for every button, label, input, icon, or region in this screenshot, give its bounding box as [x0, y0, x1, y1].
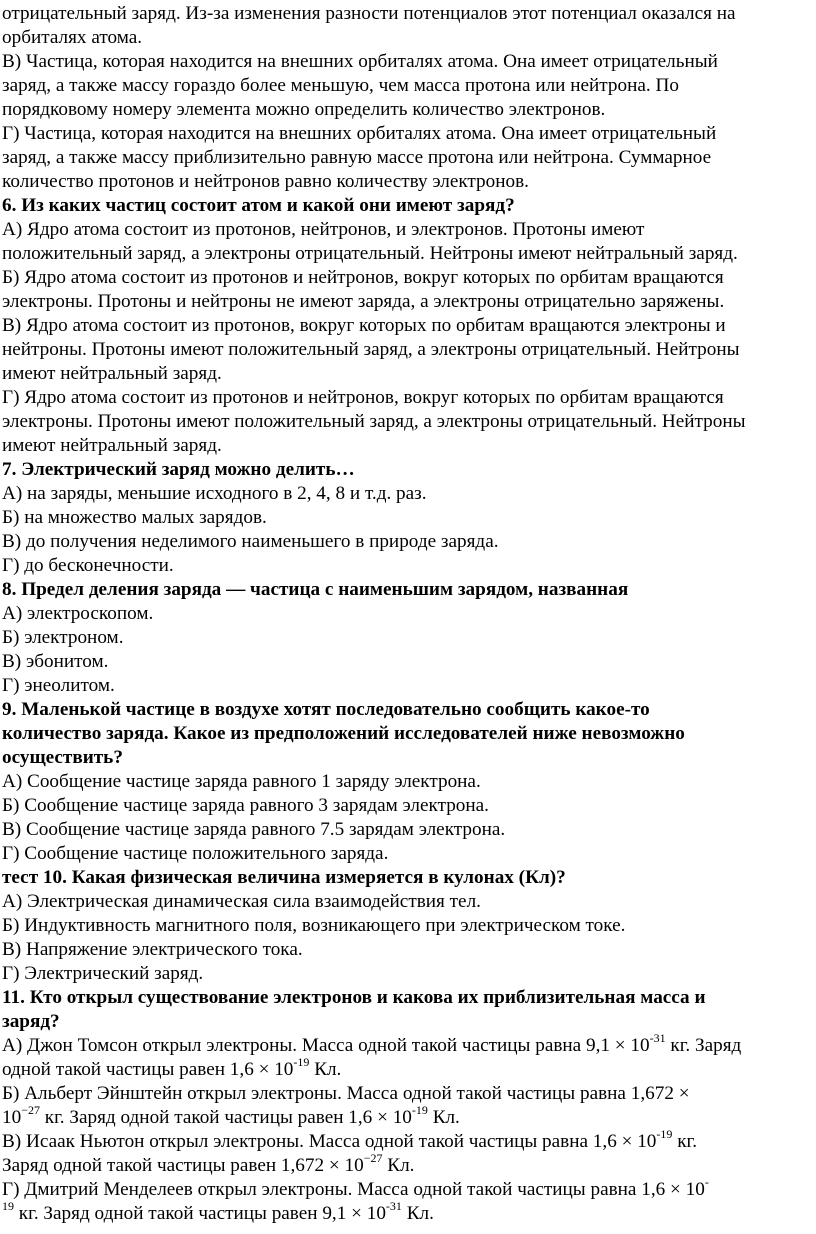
text-line: А) Сообщение частице заряда равного 1 заряду электрона. [2, 771, 481, 792]
text-line: А) электроскопом. [2, 603, 154, 624]
text-line: положительный заряд, а электроны отрицательный. Нейтроны имеют нейтральный заряд. [2, 243, 738, 264]
question-heading-line: 7. Электрический заряд можно делить… [2, 459, 355, 480]
question-heading-line: количество заряда. Какое из предположений исследователей ниже невозможно [2, 723, 685, 744]
exponent: - [704, 1174, 709, 1189]
exponent: -19 [293, 1054, 310, 1069]
text-line: порядковому номеру элемента можно определить количество электронов. [2, 99, 606, 120]
text-run: одной такой частицы равен 1,6 × 10 [2, 1059, 294, 1080]
text-line: Г) Частица, которая находится на внешних орбиталях атома. Она имеет отрицательный [2, 123, 717, 144]
text-run: Кл. [401, 1203, 434, 1224]
text-line: В) Ядро атома состоит из протонов, вокруг которых по орбитам вращаются электроны и [2, 315, 726, 336]
text-run: А) Джон Томсон открыл электроны. Масса одной такой частицы равна 9,1 × 10 [2, 1035, 650, 1056]
text-line: имеют нейтральный заряд. [2, 435, 222, 456]
question-heading-line: тест 10. Какая физическая величина измеряется в кулонах (Кл)? [2, 867, 566, 888]
q11-option-b-line-1 [2, 1082, 816, 1106]
text-line: имеют нейтральный заряд. [2, 363, 222, 384]
text-line: количество протонов и нейтронов равно количеству электронов. [2, 171, 529, 192]
question-heading-line: 6. Из каких частиц состоит атом и какой они имеют заряд? [2, 195, 515, 216]
text-line: В) Напряжение электрического тока. [2, 939, 303, 960]
q11-option-d-line-2 [2, 1198, 816, 1226]
exponent: −27 [21, 1102, 40, 1117]
q11-option-a-line-2 [2, 1054, 816, 1082]
text-line: Б) на множество малых зарядов. [2, 507, 267, 528]
question-heading-line: осуществить? [2, 747, 123, 768]
exponent: -31 [649, 1030, 666, 1045]
text-line: А) Ядро атома состоит из протонов, нейтронов, и электронов. Протоны имеют [2, 219, 645, 240]
question-heading-line: 11. Кто открыл существование электронов и какова их приблизительная масса и [2, 987, 706, 1008]
text-line: В) до получения неделимого наименьшего в природе заряда. [2, 531, 499, 552]
text-line: электроны. Протоны имеют положительный заряд, а электроны отрицательный. Нейтроны [2, 411, 746, 432]
text-line: Б) электроном. [2, 627, 124, 648]
text-run: кг. [672, 1131, 698, 1152]
text-line: Г) энеолитом. [2, 675, 115, 696]
text-line: В) Частица, которая находится на внешних орбиталях атома. Она имеет отрицательный [2, 51, 718, 72]
q11-option-c-line-2 [2, 1150, 816, 1178]
text-run: Кл. [382, 1155, 415, 1176]
text-run: кг. Заряд [665, 1035, 742, 1056]
q11-option-d-line-1 [2, 1174, 816, 1202]
text-run: Б) Альберт Эйнштейн открыл электроны. Масса одной такой частицы равна 1,672 × [2, 1083, 690, 1104]
q11-option-c-line-1 [2, 1126, 816, 1154]
q11-option-b-line-2 [2, 1102, 816, 1130]
q11-option-a-line-1 [2, 1030, 816, 1058]
question-heading-line: заряд? [2, 1011, 60, 1032]
text-run: 10 [2, 1107, 22, 1128]
exponent: −27 [363, 1150, 383, 1165]
text-line: Б) Сообщение частице заряда равного 3 зарядам электрона. [2, 795, 489, 816]
text-line: Г) Ядро атома состоит из протонов и нейтронов, вокруг которых по орбитам вращаются [2, 387, 724, 408]
text-line: нейтроны. Протоны имеют положительный заряд, а электроны отрицательный. Нейтроны [2, 339, 740, 360]
text-line: Г) Сообщение частице положительного заряда. [2, 843, 389, 864]
exponent: 19 [2, 1198, 14, 1213]
text-line: А) Электрическая динамическая сила взаимодействия тел. [2, 891, 481, 912]
text-run: Кл. [427, 1107, 460, 1128]
text-line: В) Сообщение частице заряда равного 7.5 зарядам электрона. [2, 819, 506, 840]
text-line: А) на заряды, меньшие исходного в 2, 4, 8 и т.д. раз. [2, 483, 427, 504]
text-run: Кл. [309, 1059, 342, 1080]
text-line: В) эбонитом. [2, 651, 109, 672]
text-line: Г) Электрический заряд. [2, 963, 204, 984]
text-run: Заряд одной такой частицы равен 1,672 × 10 [2, 1155, 364, 1176]
question-heading-line: 9. Маленькой частице в воздухе хотят последовательно сообщить какое-то [2, 699, 650, 720]
text-line: заряд, а также массу приблизительно равную массе протона или нейтрона. Суммарное [2, 147, 712, 168]
exponent: -19 [411, 1102, 428, 1117]
text-line: Б) Ядро атома состоит из протонов и нейтронов, вокруг которых по орбитам вращаются [2, 267, 724, 288]
text-line: заряд, а также массу гораздо более меньшую, чем масса протона или нейтрона. По [2, 75, 679, 96]
exponent: -19 [656, 1126, 673, 1141]
text-line: Б) Индуктивность магнитного поля, возникающего при электрическом токе. [2, 915, 626, 936]
text-line: орбиталях атома. [2, 27, 143, 48]
text-line: отрицательный заряд. Из-за изменения разности потенциалов этот потенциал оказался на [2, 3, 736, 24]
text-run: кг. Заряд одной такой частицы равен 1,6 × 10 [39, 1107, 412, 1128]
text-run: Г) Дмитрий Менделеев открыл электроны. Масса одной такой частицы равна 1,6 × 10 [2, 1179, 705, 1200]
document-body [2, 2, 816, 1034]
text-line: электроны. Протоны и нейтроны не имеют заряда, а электроны отрицательно заряжены. [2, 291, 725, 312]
text-line: Г) до бесконечности. [2, 555, 174, 576]
question-heading-line: 8. Предел деления заряда — частица с наименьшим зарядом, названная [2, 579, 629, 600]
text-run: кг. Заряд одной такой частицы равен 9,1 × 10 [14, 1203, 386, 1224]
text-run: В) Исаак Ньютон открыл электроны. Масса одной такой частицы равна 1,6 × 10 [2, 1131, 657, 1152]
exponent: -31 [385, 1198, 402, 1213]
